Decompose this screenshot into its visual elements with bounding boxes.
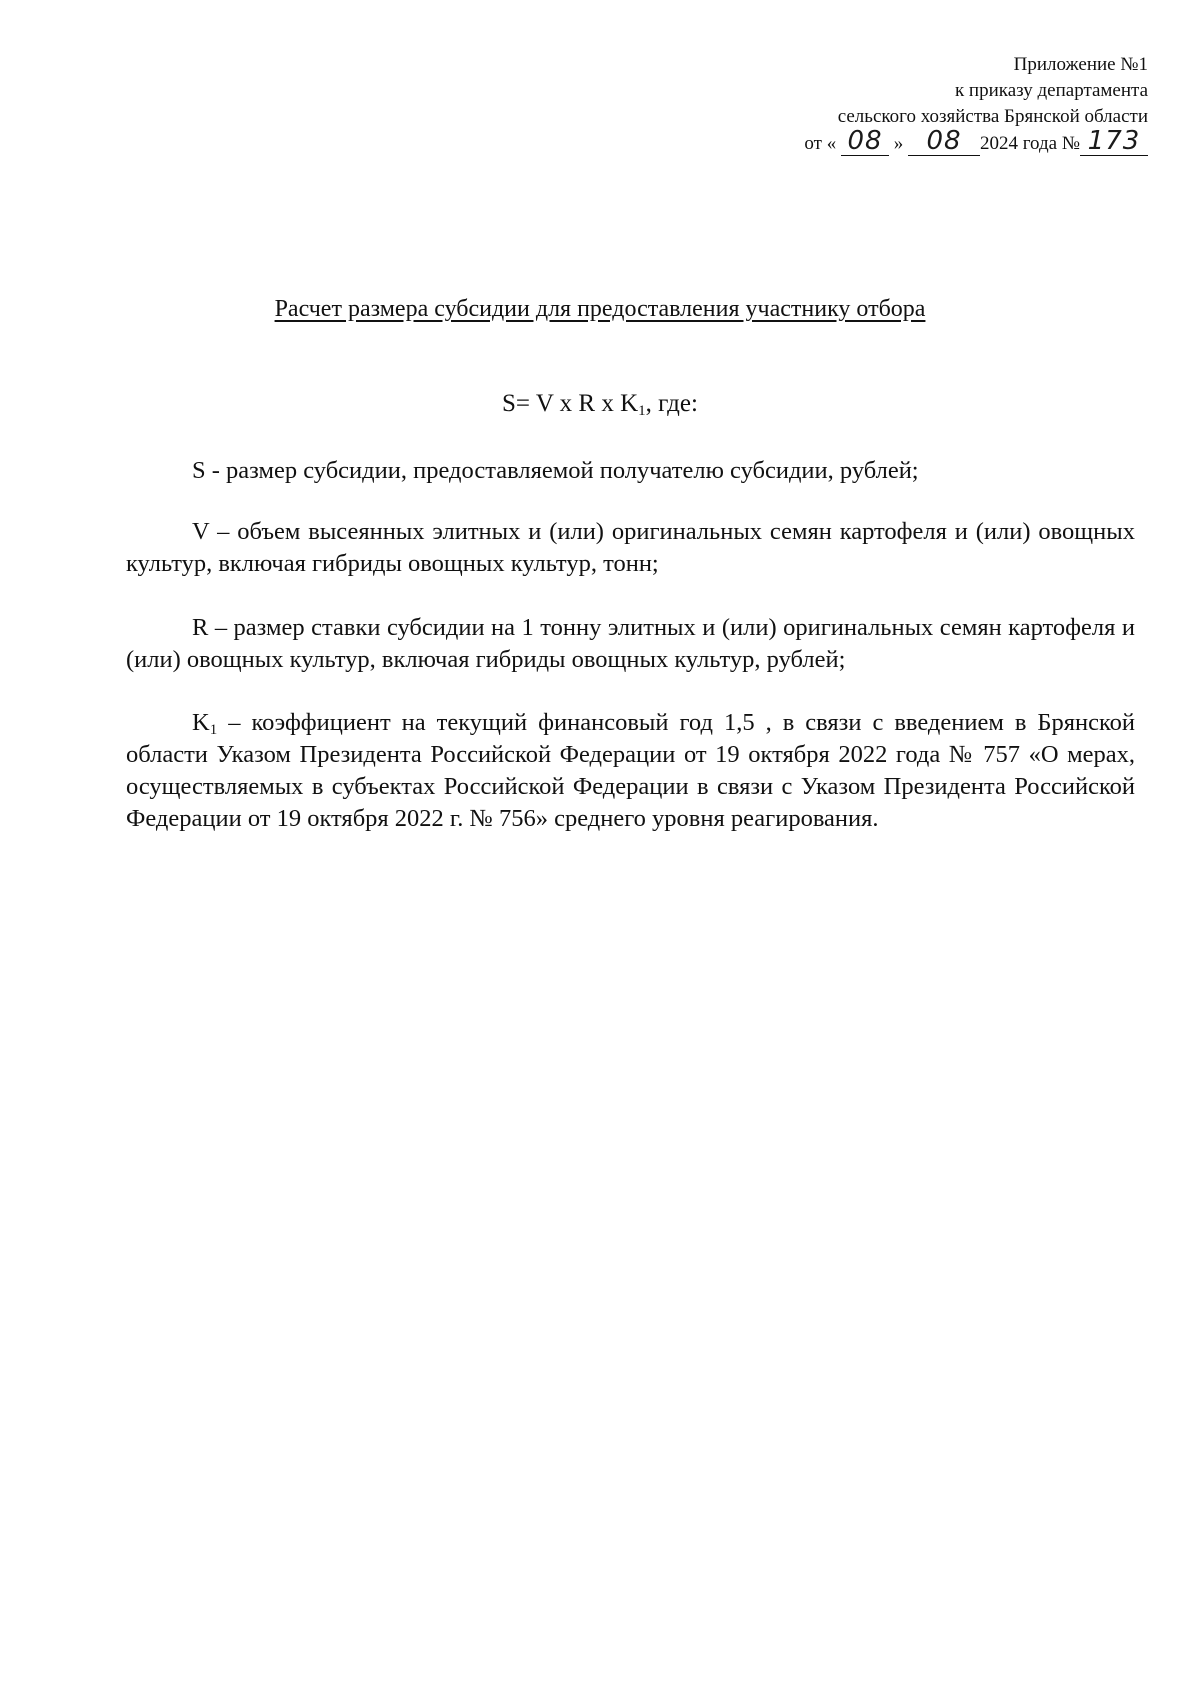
k1-subscript: 1 bbox=[209, 722, 218, 738]
year-text: 2024 года № bbox=[979, 133, 1080, 154]
formula-subscript: 1 bbox=[638, 403, 646, 419]
formula-tail: , где: bbox=[645, 390, 698, 417]
definition-s-text: S - размер субсидии, предоставляемой получателю субсидии, рублей; bbox=[192, 457, 919, 484]
definition-s bbox=[126, 455, 1135, 487]
order-reference: к приказу департамента bbox=[954, 80, 1148, 101]
formula-main: S= V x R x K bbox=[502, 390, 639, 417]
date-mid: » bbox=[893, 133, 904, 154]
number-field bbox=[1080, 126, 1148, 156]
definition-v bbox=[126, 516, 1135, 580]
document-title: Расчет размера субсидии для предоставления участнику отбора bbox=[274, 296, 926, 322]
handwritten-month: 08 bbox=[926, 126, 962, 156]
k1-description: – коэффициент на текущий финансовый год 1,5 , в связи с введением в Брянской области Указом Президента Российской Федерации от 19 октября 2022 года № 757 «О мерах, осуществляемых в субъектах Российской Федерации в связи с Указом Президента Российской Федерации от 19 октября 2022 г. № 756» среднего уровня реагирования. bbox=[126, 709, 1135, 832]
order-date-line bbox=[728, 126, 1148, 157]
department-name: сельского хозяйства Брянской области bbox=[837, 106, 1148, 127]
definition-v-text: V – объем высеянных элитных и (или) оригинальных семян картофеля и (или) овощных культур, включая гибриды овощных культур, тонн; bbox=[126, 518, 1135, 577]
definition-r bbox=[126, 612, 1135, 676]
date-prefix: от « bbox=[804, 133, 837, 154]
subsidy-formula bbox=[0, 390, 1200, 418]
appendix-label: Приложение №1 bbox=[1013, 54, 1148, 75]
definition-r-text: R – размер ставки субсидии на 1 тонну элитных и (или) оригинальных семян картофеля и (или) овощных культур, включая гибриды овощных культур, рублей; bbox=[126, 614, 1135, 673]
definition-k1 bbox=[126, 707, 1135, 835]
appendix-header bbox=[728, 52, 1148, 157]
day-field bbox=[841, 126, 889, 156]
month-field bbox=[908, 126, 980, 156]
handwritten-number: 173 bbox=[1087, 126, 1141, 156]
k1-letter: K bbox=[192, 709, 210, 736]
definition-k1-text bbox=[126, 707, 1135, 835]
handwritten-day: 08 bbox=[847, 126, 883, 156]
